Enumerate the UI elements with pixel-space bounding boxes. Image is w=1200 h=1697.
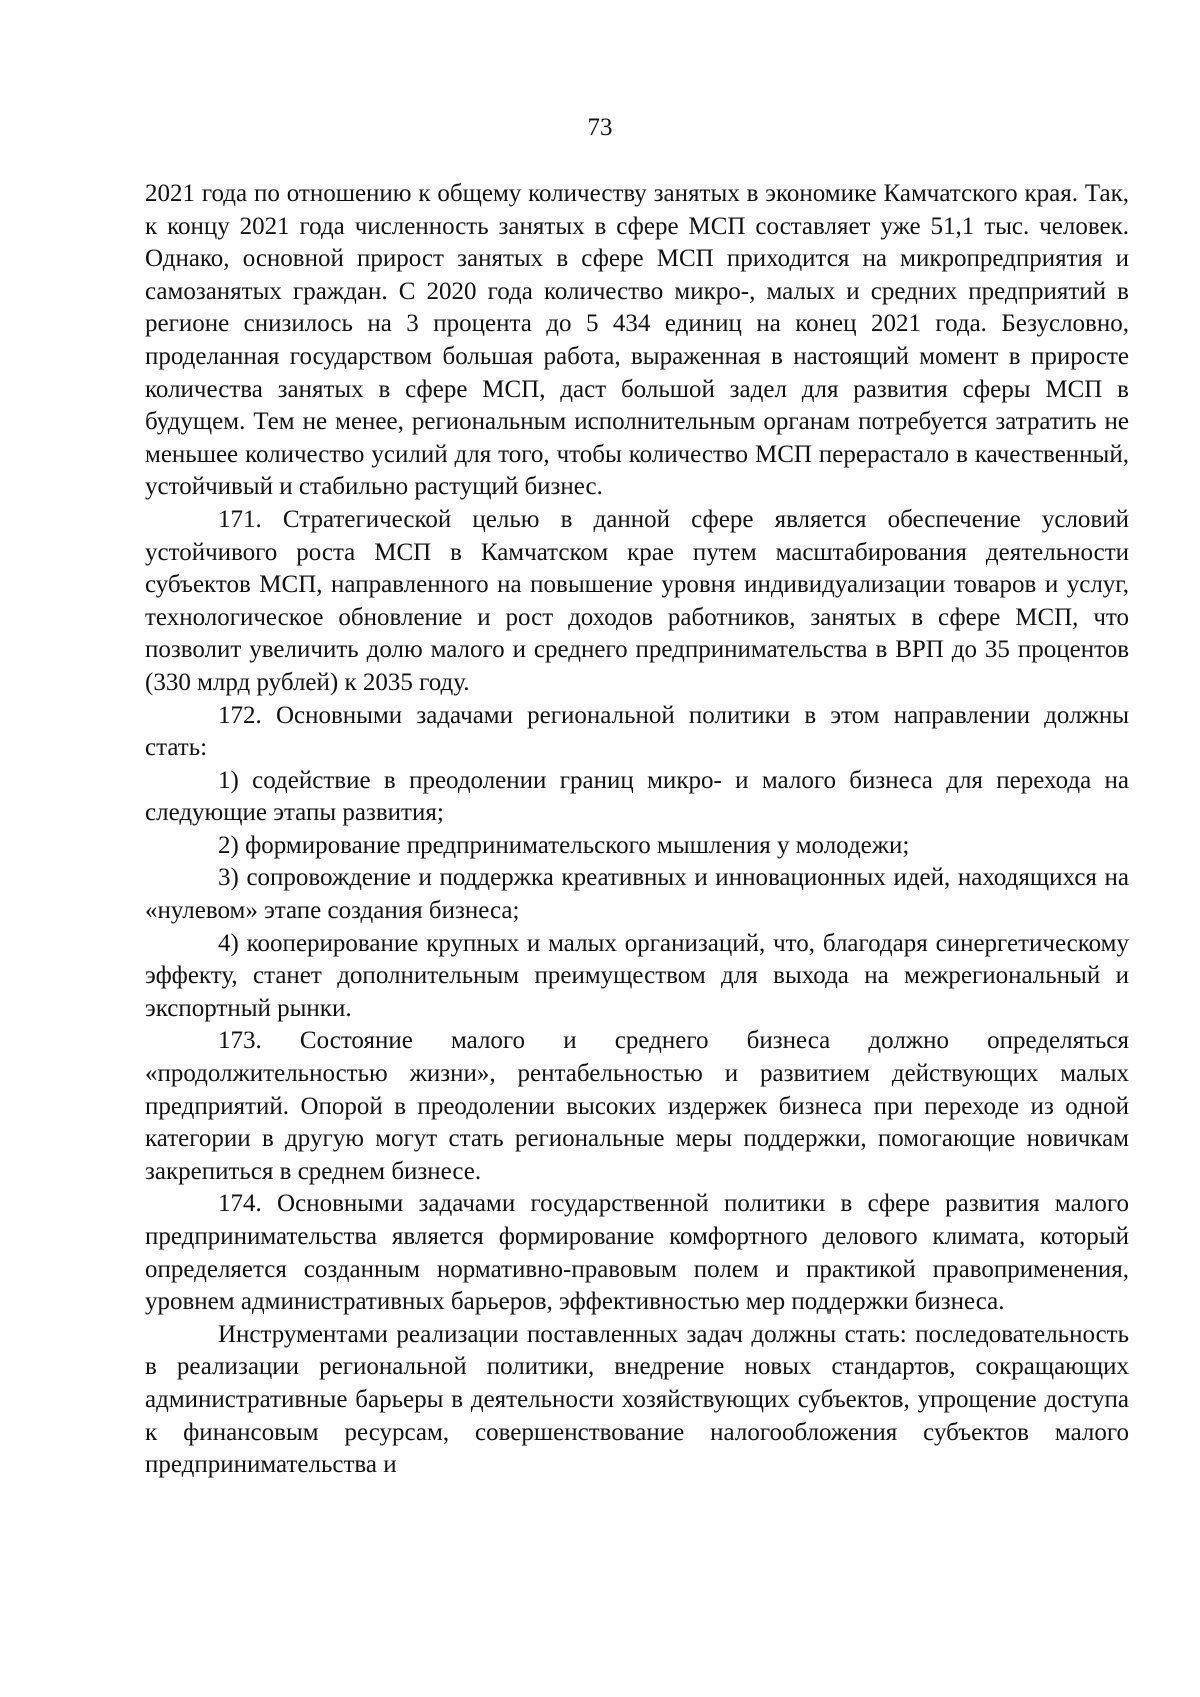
list-item-2: 2) формирование предпринимательского мышления у молодежи; (218, 831, 910, 859)
paragraph-continuation: 2021 года по отношению к общему количеству занятых в экономике Камчатского края. Так, к концу 2021 года численность занятых в сфере МСП составляет уже 51,1 тыс. человек. Однако, основной прирост занятых в сфере МСП приходится на микропредприятия и самозанятых граждан. С 2020 года количество микро-, малых и средних предприятий в регионе снизилось на 3 процента до 5 434 единиц на конец 2021 года. Безусловно, проделанная государством большая работа, выраженная в настоящий момент в приросте количества занятых в сфере МСП, даст большой задел для развития сферы МСП в будущем. Тем не менее, региональным исполнительным органам потребуется затратить не меньшее количество усилий для того, чтобы количество МСП перерастало в качественный, устойчивый и стабильно растущий бизнес. (145, 180, 1129, 501)
paragraph-174: 174. Основными задачами государственной политики в сфере развития малого предпринимательства является формирование комфортного делового климата, который определяется созданным нормативно-правовым полем и практикой правоприменения, уровнем административных барьеров, эффективностью мер поддержки бизнеса. (145, 1190, 1129, 1316)
paragraph-instruments: Инструментами реализации поставленных задач должны стать: последовательность в реализации региональной политики, внедрение новых стандартов, сокращающих административные барьеры в деятельности хозяйствующих субъектов, упрощение доступа к финансовым ресурсам, совершенствование налогообложения субъектов малого предпринимательства и (145, 1320, 1129, 1479)
paragraph-171: 171. Стратегической целью в данной сфере является обеспечение условий устойчивого роста МСП в Камчатском крае путем масштабирования деятельности субъектов МСП, направленного на повышение уровня индивидуализации товаров и услуг, технологическое обновление и рост доходов работников, занятых в сфере МСП, что позволит увеличить долю малого и среднего предпринимательства в ВРП до 35 процентов (330 млрд рублей) к 2035 году. (145, 505, 1129, 696)
paragraph-172: 172. Основными задачами региональной политики в этом направлении должны стать: (145, 701, 1129, 762)
document-body (145, 178, 1129, 1482)
list-item-3: 3) сопровождение и поддержка креативных и инновационных идей, находящихся на «нулевом» этапе создания бизнеса; (145, 864, 1129, 925)
paragraph-173: 173. Состояние малого и среднего бизнеса должно определяться «продолжительностью жизни», рентабельностью и развитием действующих малых предприятий. Опорой в преодолении высоких издержек бизнеса при переходе из одной категории в другую могут стать региональные меры поддержки, помогающие новичкам закрепиться в среднем бизнесе. (145, 1027, 1129, 1185)
list-item-1: 1) содействие в преодолении границ микро- и малого бизнеса для перехода на следующие этапы развития; (145, 766, 1129, 827)
list-item-4: 4) кооперирование крупных и малых организаций, что, благодаря синергетическому эффекту, станет дополнительным преимуществом для выхода на межрегиональный и экспортный рынки. (145, 929, 1129, 1022)
page-number: 73 (587, 114, 613, 141)
